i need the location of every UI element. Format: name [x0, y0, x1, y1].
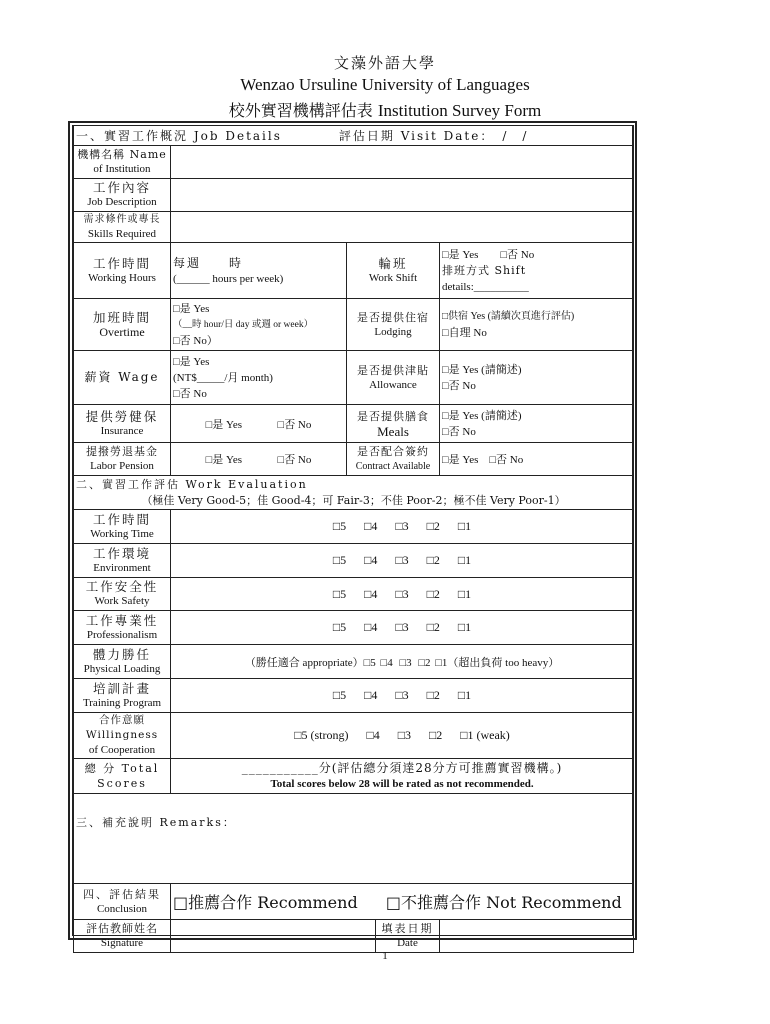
meals-no-checkbox[interactable]: □ 否 No	[442, 424, 631, 440]
institution-name-label-zh: 機構名稱 Name	[77, 148, 167, 161]
rating-5-appropriate-checkbox[interactable]: （勝任適合 appropriate）□5	[244, 656, 376, 669]
eval-row-environment	[74, 544, 634, 578]
section1-title: 一、實習工作概況 Job Details	[76, 129, 282, 143]
lodging-label	[347, 299, 440, 351]
work-shift-options	[440, 243, 634, 299]
eval-row-training-program	[74, 679, 634, 713]
institution-name-label-en: of Institution	[93, 163, 151, 175]
eval-options-work-safety	[171, 578, 634, 611]
rating-scale-legend: （極佳 Very Good-5；佳 Good-4；可 Fair-3；不佳 Poor-2；極不佳 Very Poor-1）	[141, 493, 566, 507]
meals-yes-checkbox[interactable]: □ 是 Yes (請簡述)	[442, 408, 631, 424]
eval-options-professionalism	[171, 611, 634, 645]
total-score-label: 總 分 Total Scores	[74, 759, 171, 794]
eval-label-environment: 工作環境 Environment	[74, 544, 171, 578]
working-hours-field[interactable]	[171, 243, 347, 299]
lodging-yes-checkbox[interactable]: □ 供宿 Yes (請續次頁進行評估)	[442, 309, 631, 325]
meals-label	[347, 405, 440, 443]
pension-row	[74, 443, 634, 476]
conclusion-options	[171, 884, 634, 920]
wage-label: 薪資 Wage	[74, 351, 171, 405]
survey-form-table	[73, 125, 634, 953]
insurance-options	[171, 405, 347, 443]
job-description-label-zh: 工作內容	[92, 180, 151, 195]
job-description-label-en: Job Description	[87, 196, 157, 208]
signature-label-zh: 評估教師姓名	[86, 922, 158, 935]
eval-options-cooperation	[171, 713, 634, 759]
rating-1-too-heavy-checkbox[interactable]: □1（超出負荷 too heavy）	[435, 656, 560, 669]
rating-4-checkbox[interactable]: □4	[364, 553, 378, 567]
eval-row-professionalism	[74, 611, 634, 645]
form-title-zh: 校外實習機構評估表	[228, 101, 373, 120]
lodging-no-checkbox[interactable]: □ 自理 No	[442, 325, 631, 341]
institution-name-label	[74, 146, 171, 179]
skills-field[interactable]	[171, 212, 634, 243]
overtime-yes-checkbox[interactable]: □ 是 Yes	[173, 301, 344, 317]
school-name-zh: 文藻外語大學	[333, 54, 436, 72]
rating-3-checkbox[interactable]: □3	[395, 553, 409, 567]
lodging-label-zh: 是否提供住宿	[357, 310, 429, 324]
rating-5-checkbox[interactable]: □5	[332, 688, 347, 702]
shift-details-field[interactable]: details:__________	[442, 280, 529, 293]
eval-row-cooperation	[74, 713, 634, 759]
rating-3-checkbox[interactable]: □3	[395, 586, 409, 601]
remarks-title: 三、補充說明 Remarks：	[76, 816, 236, 829]
eval-row-working-time	[74, 510, 634, 544]
contract-label-en: Contract Available	[355, 461, 431, 472]
rating-5-strong-checkbox[interactable]: □5 (strong)	[294, 728, 349, 742]
section1-header-row	[74, 126, 634, 146]
contract-label-zh: 是否配合簽約	[357, 445, 429, 458]
total-score-row	[74, 759, 634, 794]
lodging-options	[440, 299, 634, 351]
rating-4-checkbox[interactable]: □4	[364, 620, 378, 634]
rating-1-checkbox[interactable]: □1	[457, 688, 472, 702]
rating-1-weak-checkbox[interactable]: □1 (weak)	[460, 728, 510, 742]
hours-row	[74, 243, 634, 299]
pension-options	[171, 443, 347, 476]
rating-3-checkbox[interactable]: □3	[397, 728, 411, 742]
meals-options	[440, 405, 634, 443]
shift-details-label: 排班方式 Shift	[442, 263, 527, 277]
contract-label	[347, 443, 440, 476]
section2-title: 二、實習工作評估 Work Evaluation	[76, 477, 308, 491]
work-shift-label-zh: 輪班	[378, 255, 408, 271]
rating-2-checkbox[interactable]: □2	[426, 553, 440, 567]
signature-field[interactable]	[171, 920, 440, 953]
eval-options-training-program	[171, 679, 634, 713]
date-label	[375, 920, 439, 953]
signature-label-en: Signature	[100, 937, 144, 949]
skills-label-zh: 需求條件或專長	[83, 214, 161, 225]
eval-options-working-time	[171, 510, 634, 544]
rating-2-checkbox[interactable]: □2	[426, 586, 440, 601]
pension-label-zh: 提撥勞退基金	[86, 445, 158, 458]
pension-yes-checkbox[interactable]: □ 是 Yes	[206, 454, 242, 466]
date-field[interactable]	[440, 920, 634, 953]
rating-4-checkbox[interactable]: □4	[380, 656, 393, 669]
eval-label-professionalism: 工作專業性 Professionalism	[74, 611, 171, 645]
overtime-label-en: Overtime	[99, 324, 145, 339]
insurance-label	[74, 405, 171, 443]
rating-4-checkbox[interactable]: □4	[364, 519, 378, 533]
date-label-zh: 填表日期	[381, 922, 434, 935]
overtime-label	[74, 299, 171, 351]
conclusion-label	[74, 884, 171, 920]
institution-name-row	[74, 146, 634, 179]
hours-per-week-en: (______ hours per week)	[173, 272, 284, 285]
form-title-en: Institution Survey Form	[377, 101, 542, 120]
eval-row-physical-loading	[74, 645, 634, 679]
not-recommend-checkbox[interactable]: □ 不推薦合作 Not Recommend	[386, 893, 622, 912]
eval-options-physical-loading	[171, 645, 634, 679]
eval-label-working-time: 工作時間 Working Time	[74, 510, 171, 544]
eval-label-physical-loading: 體力勝任 Physical Loading	[74, 645, 171, 679]
visit-date-field[interactable]: 評估日期 Visit Date： / /	[338, 129, 529, 143]
pension-label	[74, 443, 171, 476]
rating-4-checkbox[interactable]: □4	[364, 586, 378, 601]
date-label-en: Date	[397, 937, 418, 949]
section1-header	[74, 126, 634, 146]
eval-label-work-safety: 工作安全性 Work Safety	[74, 578, 171, 611]
working-hours-label-en: Working Hours	[88, 271, 156, 284]
remarks-row	[74, 794, 634, 884]
shift-yes-no-checkbox[interactable]: □ 是 Yes □否 No	[442, 247, 631, 263]
rating-3-checkbox[interactable]: □3	[399, 656, 412, 669]
rating-4-checkbox[interactable]: □4	[366, 728, 380, 742]
insurance-label-en: Insurance	[100, 424, 144, 437]
work-shift-label	[347, 243, 440, 299]
rating-3-checkbox[interactable]: □3	[395, 519, 409, 533]
allowance-no-checkbox[interactable]: □ 否 No	[442, 378, 631, 394]
wage-options	[171, 351, 347, 405]
rating-3-checkbox[interactable]: □3	[395, 688, 409, 702]
wage-no-checkbox[interactable]: □ 否 No	[173, 386, 344, 402]
eval-label-training-program: 培訓計畫 Training Program	[74, 679, 171, 713]
work-shift-label-en: Work Shift	[368, 271, 418, 284]
rating-3-checkbox[interactable]: □3	[395, 620, 409, 634]
total-score-note: Total scores below 28 will be rated as not recommended.	[270, 778, 534, 790]
job-description-label	[74, 179, 171, 212]
signature-row	[74, 920, 634, 953]
institution-name-field[interactable]	[171, 146, 634, 179]
working-hours-label	[74, 243, 171, 299]
overtime-label-zh: 加班時間	[92, 309, 151, 325]
rating-1-checkbox[interactable]: □1	[457, 586, 472, 601]
conclusion-label-en: Conclusion	[96, 902, 148, 915]
eval-row-work-safety	[74, 578, 634, 611]
signature-label	[74, 920, 171, 953]
total-score-field[interactable]	[171, 759, 634, 794]
overtime-hours-field[interactable]: （__時 hour/日 day 或週 or week）	[173, 319, 314, 330]
rating-4-checkbox[interactable]: □4	[364, 688, 378, 702]
hours-per-week-zh: 每週 時	[173, 255, 244, 270]
insurance-label-zh: 提供勞健保	[85, 408, 159, 424]
skills-row	[74, 212, 634, 243]
rating-1-checkbox[interactable]: □1	[457, 519, 472, 533]
pension-label-en: Labor Pension	[90, 460, 154, 472]
skills-label-en: Skills Required	[87, 228, 157, 240]
meals-label-en: Meals	[377, 423, 409, 439]
insurance-row	[74, 405, 634, 443]
working-hours-label-zh: 工作時間	[92, 255, 151, 271]
allowance-label-zh: 是否提供津貼	[357, 363, 429, 377]
skills-label	[74, 212, 171, 243]
school-name-en: Wenzao Ursuline University of Languages	[240, 75, 530, 94]
overtime-row	[74, 299, 634, 351]
conclusion-label-zh: 四、評估結果	[83, 887, 161, 901]
eval-options-environment	[171, 544, 634, 578]
section2-header-row	[74, 476, 634, 510]
meals-label-zh: 是否提供膳食	[357, 409, 429, 423]
job-description-field[interactable]	[171, 179, 634, 212]
rating-1-checkbox[interactable]: □1	[457, 620, 472, 634]
form-title	[0, 98, 770, 121]
section2-header	[74, 476, 634, 510]
pension-no-checkbox[interactable]: □ 否 No	[278, 454, 312, 466]
rating-5-checkbox[interactable]: □5	[332, 586, 347, 601]
remarks-field[interactable]	[74, 794, 634, 884]
allowance-label	[347, 351, 440, 405]
rating-2-checkbox[interactable]: □2	[428, 728, 443, 742]
rating-5-checkbox[interactable]: □5	[332, 553, 347, 567]
allowance-yes-checkbox[interactable]: □ 是 Yes (請簡述)	[442, 362, 631, 378]
total-score-blank: ___________分(評估總分須達28分方可推薦實習機構。)	[241, 761, 563, 775]
rating-1-checkbox[interactable]: □1	[457, 553, 472, 567]
rating-2-checkbox[interactable]: □2	[426, 519, 440, 533]
rating-2-checkbox[interactable]: □2	[426, 688, 440, 702]
rating-5-checkbox[interactable]: □5	[332, 519, 347, 533]
wage-row	[74, 351, 634, 405]
wage-amount-field[interactable]: (NT$_____/月 month)	[173, 371, 273, 384]
lodging-label-en: Lodging	[374, 325, 412, 338]
contract-options[interactable]: □ 是 Yes □否 No	[440, 443, 634, 476]
insurance-no-checkbox[interactable]: □ 否 No	[278, 419, 312, 431]
page-number: 1	[382, 950, 388, 962]
eval-label-cooperation: 合作意願 Willingness of Cooperation	[74, 713, 171, 759]
rating-5-checkbox[interactable]: □5	[332, 620, 347, 634]
job-description-row	[74, 179, 634, 212]
overtime-no-checkbox[interactable]: □ 否 No）	[173, 333, 344, 349]
allowance-label-en: Allowance	[369, 378, 417, 391]
overtime-options	[171, 299, 347, 351]
rating-2-checkbox[interactable]: □2	[418, 656, 431, 669]
allowance-options	[440, 351, 634, 405]
wage-yes-checkbox[interactable]: □ 是 Yes	[173, 354, 344, 370]
insurance-yes-checkbox[interactable]: □ 是 Yes	[206, 419, 242, 431]
rating-2-checkbox[interactable]: □2	[426, 620, 440, 634]
conclusion-row	[74, 884, 634, 920]
recommend-checkbox[interactable]: □ 推薦合作 Recommend	[173, 893, 358, 912]
